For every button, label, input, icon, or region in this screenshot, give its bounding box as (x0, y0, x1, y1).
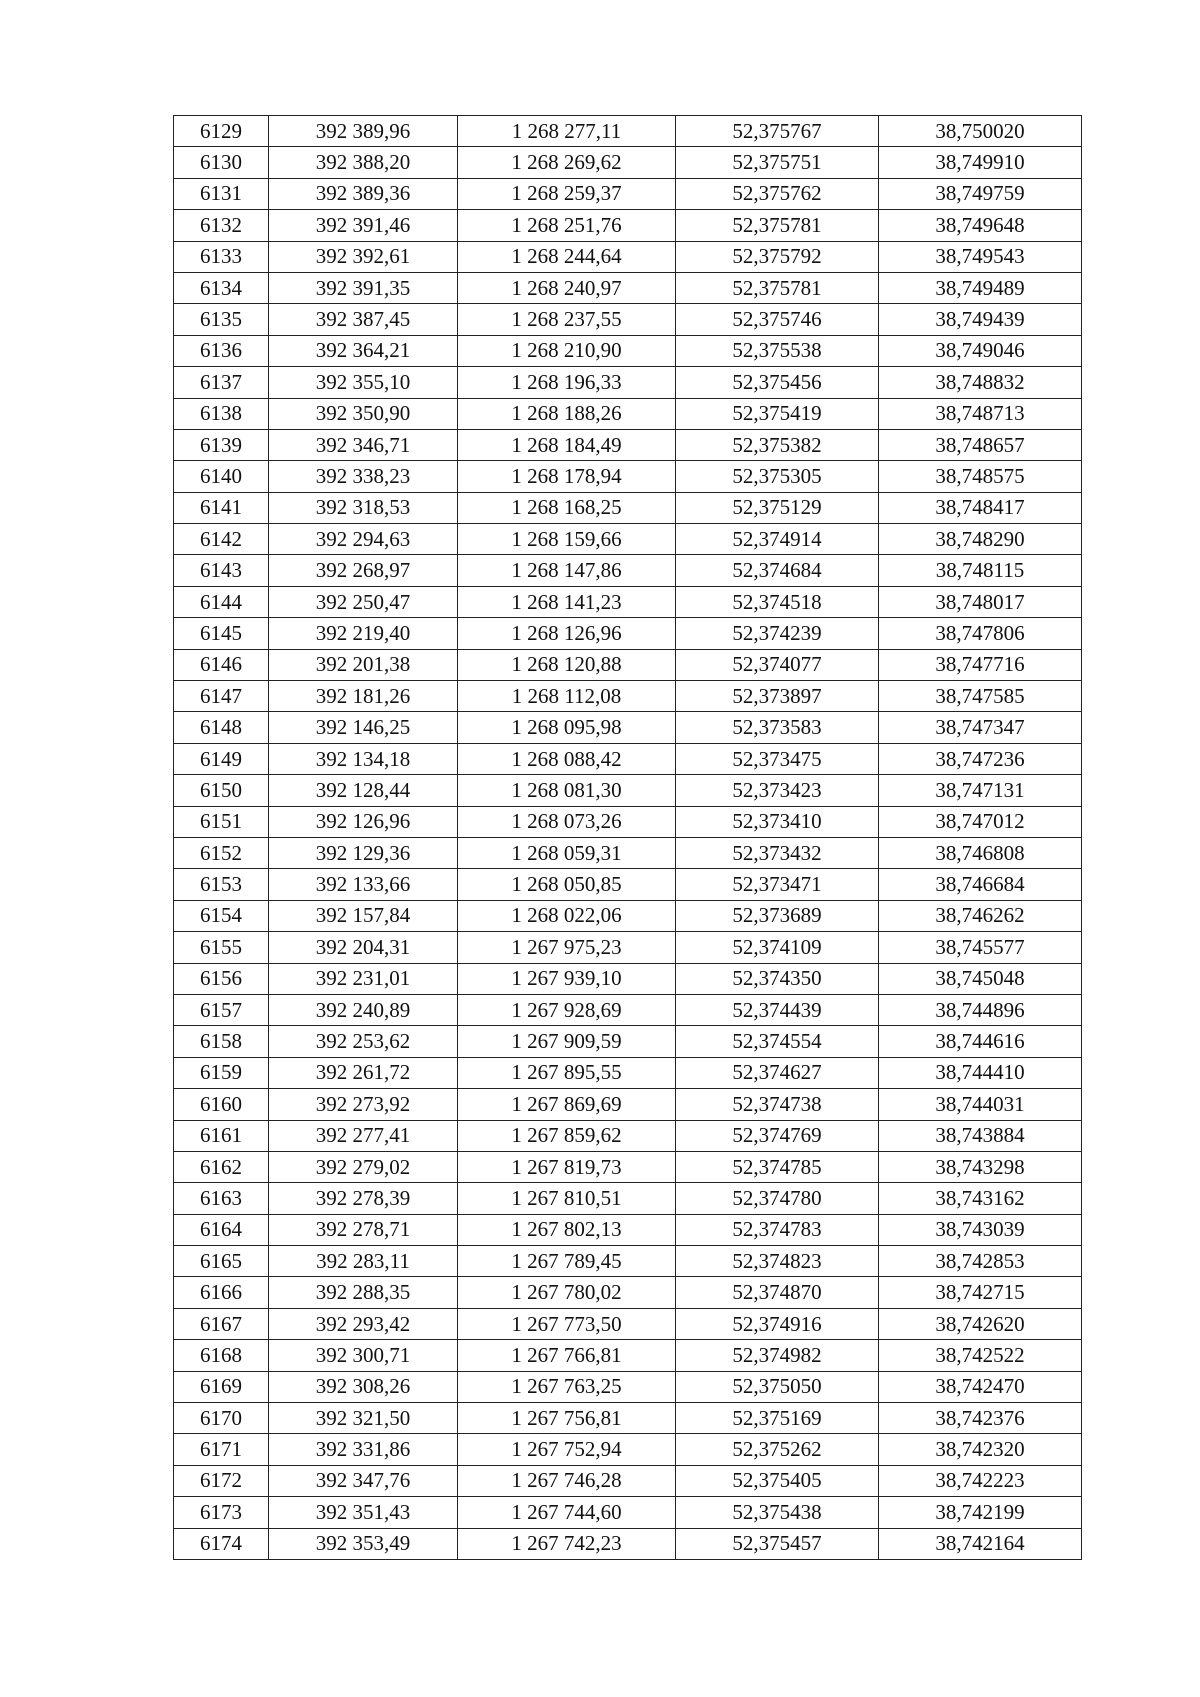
longitude-cell: 38,743884 (879, 1120, 1082, 1151)
latitude-cell: 52,374109 (676, 932, 879, 963)
table-row (174, 743, 1082, 774)
y-coordinate-cell: 1 268 237,55 (458, 304, 676, 335)
x-coordinate-cell: 392 321,50 (269, 1403, 458, 1434)
y-coordinate-cell: 1 268 147,86 (458, 555, 676, 586)
longitude-cell: 38,747131 (879, 775, 1082, 806)
longitude-cell: 38,748017 (879, 586, 1082, 617)
longitude-cell: 38,748115 (879, 555, 1082, 586)
latitude-cell: 52,375405 (676, 1465, 879, 1496)
y-coordinate-cell: 1 268 081,30 (458, 775, 676, 806)
table-row (174, 1434, 1082, 1465)
latitude-cell: 52,375762 (676, 178, 879, 209)
point-number-cell: 6143 (174, 555, 269, 586)
y-coordinate-cell: 1 267 810,51 (458, 1183, 676, 1214)
latitude-cell: 52,374239 (676, 618, 879, 649)
y-coordinate-cell: 1 268 269,62 (458, 147, 676, 178)
point-number-cell: 6173 (174, 1497, 269, 1528)
x-coordinate-cell: 392 277,41 (269, 1120, 458, 1151)
y-coordinate-cell: 1 268 259,37 (458, 178, 676, 209)
y-coordinate-cell: 1 268 095,98 (458, 712, 676, 743)
latitude-cell: 52,375781 (676, 272, 879, 303)
x-coordinate-cell: 392 391,35 (269, 272, 458, 303)
table-row (174, 1214, 1082, 1245)
x-coordinate-cell: 392 278,39 (269, 1183, 458, 1214)
table-row (174, 775, 1082, 806)
y-coordinate-cell: 1 268 188,26 (458, 398, 676, 429)
point-number-cell: 6160 (174, 1089, 269, 1120)
point-number-cell: 6155 (174, 932, 269, 963)
table-row (174, 712, 1082, 743)
latitude-cell: 52,373410 (676, 806, 879, 837)
table-row (174, 1403, 1082, 1434)
x-coordinate-cell: 392 388,20 (269, 147, 458, 178)
latitude-cell: 52,375457 (676, 1528, 879, 1559)
point-number-cell: 6170 (174, 1403, 269, 1434)
table-row (174, 241, 1082, 272)
latitude-cell: 52,375262 (676, 1434, 879, 1465)
x-coordinate-cell: 392 294,63 (269, 524, 458, 555)
table-row (174, 1371, 1082, 1402)
table-row (174, 210, 1082, 241)
table-row (174, 429, 1082, 460)
table-row (174, 1183, 1082, 1214)
x-coordinate-cell: 392 293,42 (269, 1308, 458, 1339)
longitude-cell: 38,749543 (879, 241, 1082, 272)
latitude-cell: 52,373583 (676, 712, 879, 743)
latitude-cell: 52,375129 (676, 492, 879, 523)
y-coordinate-cell: 1 267 773,50 (458, 1308, 676, 1339)
x-coordinate-cell: 392 181,26 (269, 681, 458, 712)
y-coordinate-cell: 1 267 819,73 (458, 1151, 676, 1182)
point-number-cell: 6134 (174, 272, 269, 303)
latitude-cell: 52,374780 (676, 1183, 879, 1214)
latitude-cell: 52,373475 (676, 743, 879, 774)
longitude-cell: 38,742470 (879, 1371, 1082, 1402)
longitude-cell: 38,747347 (879, 712, 1082, 743)
table-row (174, 681, 1082, 712)
longitude-cell: 38,744031 (879, 1089, 1082, 1120)
latitude-cell: 52,374627 (676, 1057, 879, 1088)
latitude-cell: 52,374783 (676, 1214, 879, 1245)
x-coordinate-cell: 392 288,35 (269, 1277, 458, 1308)
point-number-cell: 6139 (174, 429, 269, 460)
table-row (174, 1497, 1082, 1528)
latitude-cell: 52,374738 (676, 1089, 879, 1120)
x-coordinate-cell: 392 133,66 (269, 869, 458, 900)
longitude-cell: 38,743298 (879, 1151, 1082, 1182)
latitude-cell: 52,374350 (676, 963, 879, 994)
longitude-cell: 38,743162 (879, 1183, 1082, 1214)
latitude-cell: 52,375751 (676, 147, 879, 178)
y-coordinate-cell: 1 268 050,85 (458, 869, 676, 900)
y-coordinate-cell: 1 267 895,55 (458, 1057, 676, 1088)
point-number-cell: 6159 (174, 1057, 269, 1088)
coordinates-table-body (174, 116, 1082, 1560)
point-number-cell: 6130 (174, 147, 269, 178)
point-number-cell: 6147 (174, 681, 269, 712)
latitude-cell: 52,374077 (676, 649, 879, 680)
y-coordinate-cell: 1 268 126,96 (458, 618, 676, 649)
latitude-cell: 52,374439 (676, 994, 879, 1025)
latitude-cell: 52,374823 (676, 1246, 879, 1277)
latitude-cell: 52,374785 (676, 1151, 879, 1182)
y-coordinate-cell: 1 268 168,25 (458, 492, 676, 523)
latitude-cell: 52,374518 (676, 586, 879, 617)
x-coordinate-cell: 392 350,90 (269, 398, 458, 429)
latitude-cell: 52,374554 (676, 1026, 879, 1057)
x-coordinate-cell: 392 268,97 (269, 555, 458, 586)
point-number-cell: 6167 (174, 1308, 269, 1339)
point-number-cell: 6174 (174, 1528, 269, 1559)
point-number-cell: 6146 (174, 649, 269, 680)
y-coordinate-cell: 1 268 210,90 (458, 335, 676, 366)
point-number-cell: 6166 (174, 1277, 269, 1308)
x-coordinate-cell: 392 126,96 (269, 806, 458, 837)
table-row (174, 649, 1082, 680)
table-row (174, 1308, 1082, 1339)
latitude-cell: 52,374684 (676, 555, 879, 586)
longitude-cell: 38,748657 (879, 429, 1082, 460)
x-coordinate-cell: 392 308,26 (269, 1371, 458, 1402)
longitude-cell: 38,747716 (879, 649, 1082, 680)
latitude-cell: 52,374982 (676, 1340, 879, 1371)
y-coordinate-cell: 1 268 022,06 (458, 900, 676, 931)
longitude-cell: 38,742620 (879, 1308, 1082, 1339)
longitude-cell: 38,744410 (879, 1057, 1082, 1088)
longitude-cell: 38,750020 (879, 116, 1082, 147)
point-number-cell: 6140 (174, 461, 269, 492)
longitude-cell: 38,747585 (879, 681, 1082, 712)
table-row (174, 116, 1082, 147)
point-number-cell: 6163 (174, 1183, 269, 1214)
table-row (174, 1057, 1082, 1088)
point-number-cell: 6154 (174, 900, 269, 931)
x-coordinate-cell: 392 331,86 (269, 1434, 458, 1465)
x-coordinate-cell: 392 338,23 (269, 461, 458, 492)
latitude-cell: 52,375538 (676, 335, 879, 366)
y-coordinate-cell: 1 268 059,31 (458, 837, 676, 868)
latitude-cell: 52,375419 (676, 398, 879, 429)
longitude-cell: 38,749759 (879, 178, 1082, 209)
longitude-cell: 38,748832 (879, 367, 1082, 398)
x-coordinate-cell: 392 347,76 (269, 1465, 458, 1496)
y-coordinate-cell: 1 267 802,13 (458, 1214, 676, 1245)
table-row (174, 524, 1082, 555)
longitude-cell: 38,744616 (879, 1026, 1082, 1057)
longitude-cell: 38,748417 (879, 492, 1082, 523)
longitude-cell: 38,744896 (879, 994, 1082, 1025)
longitude-cell: 38,742164 (879, 1528, 1082, 1559)
table-row (174, 272, 1082, 303)
latitude-cell: 52,375169 (676, 1403, 879, 1434)
latitude-cell: 52,374870 (676, 1277, 879, 1308)
y-coordinate-cell: 1 268 073,26 (458, 806, 676, 837)
table-row (174, 555, 1082, 586)
x-coordinate-cell: 392 240,89 (269, 994, 458, 1025)
y-coordinate-cell: 1 267 939,10 (458, 963, 676, 994)
y-coordinate-cell: 1 267 975,23 (458, 932, 676, 963)
point-number-cell: 6172 (174, 1465, 269, 1496)
point-number-cell: 6161 (174, 1120, 269, 1151)
latitude-cell: 52,375305 (676, 461, 879, 492)
point-number-cell: 6138 (174, 398, 269, 429)
x-coordinate-cell: 392 231,01 (269, 963, 458, 994)
table-row (174, 618, 1082, 649)
table-row (174, 869, 1082, 900)
x-coordinate-cell: 392 283,11 (269, 1246, 458, 1277)
x-coordinate-cell: 392 346,71 (269, 429, 458, 460)
y-coordinate-cell: 1 268 244,64 (458, 241, 676, 272)
point-number-cell: 6168 (174, 1340, 269, 1371)
point-number-cell: 6145 (174, 618, 269, 649)
table-row (174, 963, 1082, 994)
x-coordinate-cell: 392 318,53 (269, 492, 458, 523)
longitude-cell: 38,749439 (879, 304, 1082, 335)
point-number-cell: 6129 (174, 116, 269, 147)
table-row (174, 367, 1082, 398)
y-coordinate-cell: 1 267 789,45 (458, 1246, 676, 1277)
y-coordinate-cell: 1 267 909,59 (458, 1026, 676, 1057)
latitude-cell: 52,375438 (676, 1497, 879, 1528)
longitude-cell: 38,747236 (879, 743, 1082, 774)
longitude-cell: 38,742223 (879, 1465, 1082, 1496)
table-row (174, 147, 1082, 178)
point-number-cell: 6137 (174, 367, 269, 398)
point-number-cell: 6153 (174, 869, 269, 900)
longitude-cell: 38,742715 (879, 1277, 1082, 1308)
x-coordinate-cell: 392 201,38 (269, 649, 458, 680)
table-row (174, 461, 1082, 492)
table-row (174, 178, 1082, 209)
table-row (174, 304, 1082, 335)
x-coordinate-cell: 392 250,47 (269, 586, 458, 617)
x-coordinate-cell: 392 253,62 (269, 1026, 458, 1057)
latitude-cell: 52,373423 (676, 775, 879, 806)
y-coordinate-cell: 1 267 752,94 (458, 1434, 676, 1465)
x-coordinate-cell: 392 273,92 (269, 1089, 458, 1120)
point-number-cell: 6169 (174, 1371, 269, 1402)
y-coordinate-cell: 1 268 159,66 (458, 524, 676, 555)
longitude-cell: 38,749648 (879, 210, 1082, 241)
coordinates-table (173, 115, 1082, 1560)
x-coordinate-cell: 392 364,21 (269, 335, 458, 366)
point-number-cell: 6131 (174, 178, 269, 209)
y-coordinate-cell: 1 268 120,88 (458, 649, 676, 680)
x-coordinate-cell: 392 300,71 (269, 1340, 458, 1371)
table-row (174, 1151, 1082, 1182)
latitude-cell: 52,375050 (676, 1371, 879, 1402)
table-row (174, 335, 1082, 366)
longitude-cell: 38,746684 (879, 869, 1082, 900)
point-number-cell: 6158 (174, 1026, 269, 1057)
y-coordinate-cell: 1 268 141,23 (458, 586, 676, 617)
point-number-cell: 6149 (174, 743, 269, 774)
point-number-cell: 6151 (174, 806, 269, 837)
y-coordinate-cell: 1 268 088,42 (458, 743, 676, 774)
table-row (174, 1246, 1082, 1277)
y-coordinate-cell: 1 268 277,11 (458, 116, 676, 147)
x-coordinate-cell: 392 279,02 (269, 1151, 458, 1182)
point-number-cell: 6148 (174, 712, 269, 743)
point-number-cell: 6162 (174, 1151, 269, 1182)
table-row (174, 994, 1082, 1025)
longitude-cell: 38,749489 (879, 272, 1082, 303)
y-coordinate-cell: 1 267 746,28 (458, 1465, 676, 1496)
table-row (174, 806, 1082, 837)
longitude-cell: 38,746808 (879, 837, 1082, 868)
x-coordinate-cell: 392 204,31 (269, 932, 458, 963)
table-row (174, 1277, 1082, 1308)
longitude-cell: 38,742320 (879, 1434, 1082, 1465)
longitude-cell: 38,748290 (879, 524, 1082, 555)
x-coordinate-cell: 392 261,72 (269, 1057, 458, 1088)
y-coordinate-cell: 1 267 756,81 (458, 1403, 676, 1434)
x-coordinate-cell: 392 355,10 (269, 367, 458, 398)
table-row (174, 1089, 1082, 1120)
table-row (174, 932, 1082, 963)
latitude-cell: 52,374916 (676, 1308, 879, 1339)
point-number-cell: 6157 (174, 994, 269, 1025)
longitude-cell: 38,742376 (879, 1403, 1082, 1434)
latitude-cell: 52,373432 (676, 837, 879, 868)
x-coordinate-cell: 392 387,45 (269, 304, 458, 335)
latitude-cell: 52,373897 (676, 681, 879, 712)
x-coordinate-cell: 392 134,18 (269, 743, 458, 774)
longitude-cell: 38,749046 (879, 335, 1082, 366)
point-number-cell: 6150 (174, 775, 269, 806)
point-number-cell: 6136 (174, 335, 269, 366)
table-row (174, 1026, 1082, 1057)
x-coordinate-cell: 392 157,84 (269, 900, 458, 931)
table-row (174, 837, 1082, 868)
y-coordinate-cell: 1 268 251,76 (458, 210, 676, 241)
latitude-cell: 52,375792 (676, 241, 879, 272)
x-coordinate-cell: 392 391,46 (269, 210, 458, 241)
table-row (174, 492, 1082, 523)
x-coordinate-cell: 392 219,40 (269, 618, 458, 649)
x-coordinate-cell: 392 353,49 (269, 1528, 458, 1559)
latitude-cell: 52,373689 (676, 900, 879, 931)
longitude-cell: 38,742199 (879, 1497, 1082, 1528)
point-number-cell: 6165 (174, 1246, 269, 1277)
point-number-cell: 6144 (174, 586, 269, 617)
y-coordinate-cell: 1 267 742,23 (458, 1528, 676, 1559)
table-row (174, 1340, 1082, 1371)
point-number-cell: 6164 (174, 1214, 269, 1245)
longitude-cell: 38,742853 (879, 1246, 1082, 1277)
latitude-cell: 52,375781 (676, 210, 879, 241)
longitude-cell: 38,748713 (879, 398, 1082, 429)
x-coordinate-cell: 392 278,71 (269, 1214, 458, 1245)
x-coordinate-cell: 392 389,36 (269, 178, 458, 209)
point-number-cell: 6156 (174, 963, 269, 994)
y-coordinate-cell: 1 268 196,33 (458, 367, 676, 398)
latitude-cell: 52,375746 (676, 304, 879, 335)
longitude-cell: 38,748575 (879, 461, 1082, 492)
x-coordinate-cell: 392 128,44 (269, 775, 458, 806)
y-coordinate-cell: 1 267 763,25 (458, 1371, 676, 1402)
y-coordinate-cell: 1 267 744,60 (458, 1497, 676, 1528)
y-coordinate-cell: 1 267 859,62 (458, 1120, 676, 1151)
latitude-cell: 52,375767 (676, 116, 879, 147)
table-row (174, 398, 1082, 429)
x-coordinate-cell: 392 389,96 (269, 116, 458, 147)
longitude-cell: 38,745048 (879, 963, 1082, 994)
point-number-cell: 6132 (174, 210, 269, 241)
longitude-cell: 38,742522 (879, 1340, 1082, 1371)
y-coordinate-cell: 1 268 240,97 (458, 272, 676, 303)
table-row (174, 900, 1082, 931)
longitude-cell: 38,749910 (879, 147, 1082, 178)
longitude-cell: 38,747806 (879, 618, 1082, 649)
y-coordinate-cell: 1 267 780,02 (458, 1277, 676, 1308)
latitude-cell: 52,374769 (676, 1120, 879, 1151)
x-coordinate-cell: 392 146,25 (269, 712, 458, 743)
point-number-cell: 6141 (174, 492, 269, 523)
y-coordinate-cell: 1 267 869,69 (458, 1089, 676, 1120)
point-number-cell: 6135 (174, 304, 269, 335)
y-coordinate-cell: 1 267 766,81 (458, 1340, 676, 1371)
x-coordinate-cell: 392 392,61 (269, 241, 458, 272)
latitude-cell: 52,375456 (676, 367, 879, 398)
y-coordinate-cell: 1 267 928,69 (458, 994, 676, 1025)
y-coordinate-cell: 1 268 112,08 (458, 681, 676, 712)
longitude-cell: 38,747012 (879, 806, 1082, 837)
table-row (174, 1465, 1082, 1496)
longitude-cell: 38,745577 (879, 932, 1082, 963)
table-row (174, 1528, 1082, 1559)
longitude-cell: 38,746262 (879, 900, 1082, 931)
longitude-cell: 38,743039 (879, 1214, 1082, 1245)
point-number-cell: 6171 (174, 1434, 269, 1465)
table-row (174, 1120, 1082, 1151)
latitude-cell: 52,374914 (676, 524, 879, 555)
point-number-cell: 6133 (174, 241, 269, 272)
y-coordinate-cell: 1 268 184,49 (458, 429, 676, 460)
latitude-cell: 52,373471 (676, 869, 879, 900)
point-number-cell: 6152 (174, 837, 269, 868)
x-coordinate-cell: 392 351,43 (269, 1497, 458, 1528)
table-row (174, 586, 1082, 617)
x-coordinate-cell: 392 129,36 (269, 837, 458, 868)
point-number-cell: 6142 (174, 524, 269, 555)
y-coordinate-cell: 1 268 178,94 (458, 461, 676, 492)
latitude-cell: 52,375382 (676, 429, 879, 460)
